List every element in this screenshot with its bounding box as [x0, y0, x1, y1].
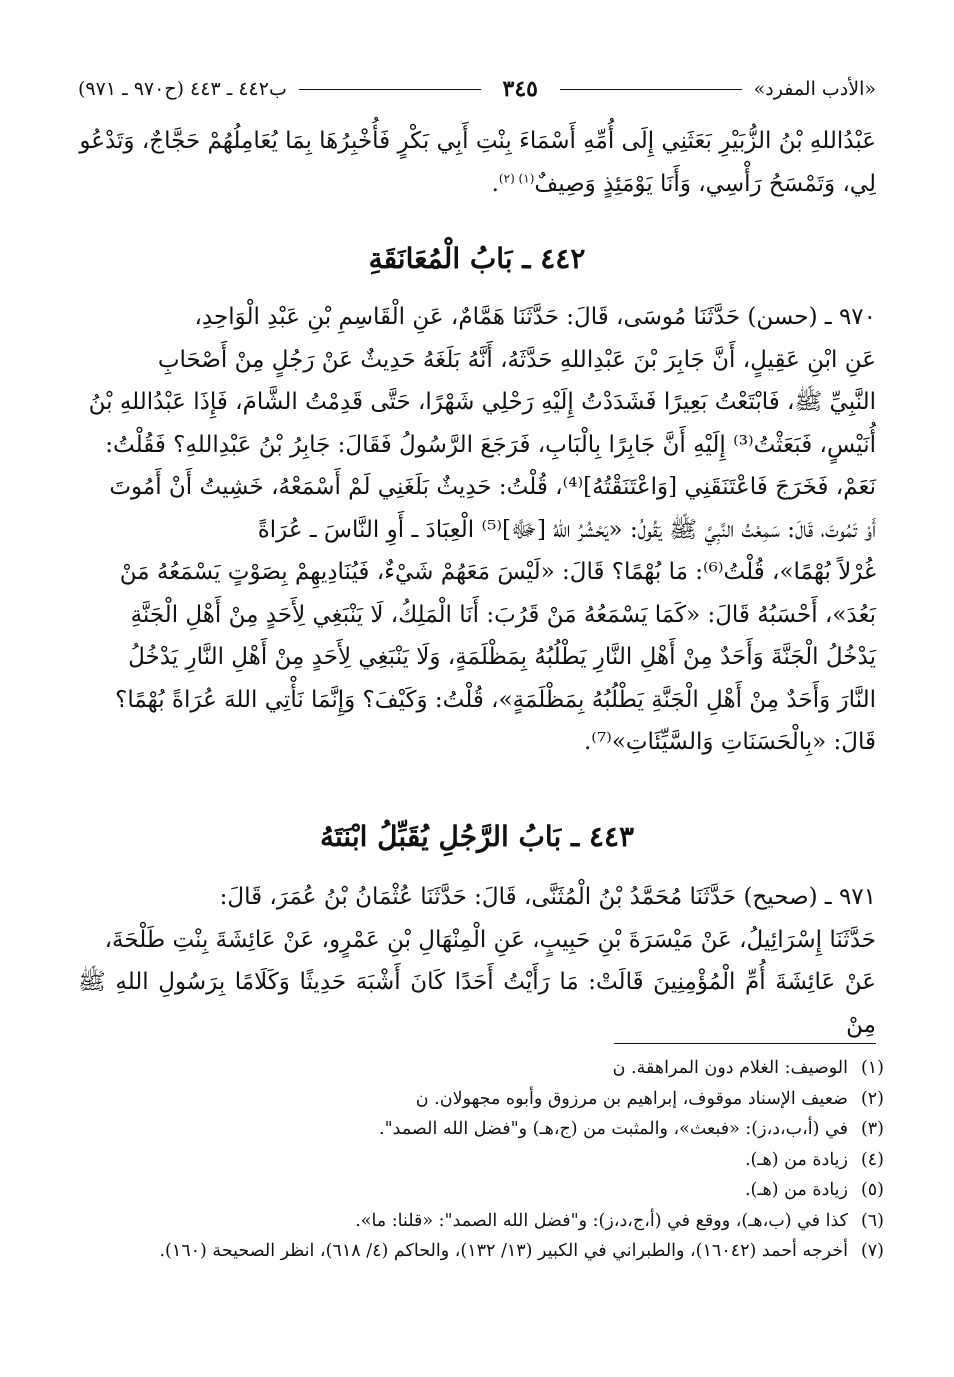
footnote-text: كذا في (ب،هـ)، ووقع في (أ،ج،د،ز): و"فضل الله الصمد": «قلنا: ما».: [355, 1210, 848, 1231]
text-line: بَعُدَ»، أَحْسَبُهُ قَالَ: «كَمَا يَسْمَعُهُ مَنْ قَرُبَ: أَنَا الْمَلِكُ، لَا يَنْبَغِي لِأَحَدٍ مِنْ أَهْلِ الْجَنَّةِ: [130, 601, 876, 628]
book-title: «الأدب المفرد»: [753, 78, 876, 100]
footnote: [78, 1236, 884, 1267]
text-line: ٩٧٠ ـ (حسن) حَدَّثَنَا مُوسَى، قَالَ: حَدَّثَنَا هَمَّامٌ، عَنِ الْقَاسِمِ بْنِ عَبْدِ الْوَاحِدِ،: [194, 304, 876, 330]
intro-text: [78, 120, 876, 205]
text-fragment: .: [491, 170, 499, 197]
footnote: [78, 1145, 884, 1176]
footnote-text: أخرجه أحمد (١٦٠٤٢)، والطبراني في الكبير (١٣/ ١٣٢)، والحاكم (٤/ ٦١٨)، انظر الصحيحة (١٦٠).: [159, 1241, 848, 1261]
footnote-number: (٥): [860, 1180, 884, 1200]
header-rule-left: [299, 88, 481, 90]
text-line: نَعَمْ، فَخَرَجَ فَاعْتَنَقَنِي [وَاعْتَنَقْتُهُ]⁽⁴⁾، قُلْتُ: حَدِيثٌ بَلَغَنِي لَمْ أَسْمَعْهُ، خَشِيتُ أَنْ أَمُوتَ: [109, 474, 876, 500]
text-line: أُنَيْسٍ، فَبَعَثْتُ⁽³⁾ إِلَيْهِ أَنَّ جَابِرًا بِالْبَابِ، فَرَجَعَ الرَّسُولُ فَقَالَ: جَابِرُ بْنُ عَبْدِاللهِ؟ فَقُلْتُ:: [105, 431, 876, 458]
header-rule-right: [560, 88, 742, 90]
footnote-text: زيادة من (هـ).: [744, 1180, 848, 1200]
text-line: النَّبِيِّ ﷺ، فَابْتَعْتُ بَعِيرًا فَشَدَدْتُ إِلَيْهِ رَحْلِي شَهْرًا، حَتَّى قَدِمْتُ الشَّامَ، فَإِذَا عَبْدُاللهِ بْنُ: [88, 389, 876, 415]
footnote: [78, 1114, 884, 1145]
chapter-heading-442: ٤٤٢ ـ بَابُ الْمُعَانَقَةِ: [368, 242, 586, 275]
footnote-number: (٤): [860, 1149, 884, 1170]
text-line: ٩٧١ ـ (صحيح) حَدَّثَنَا مُحَمَّدُ بْنُ الْمُثَنَّى، قَالَ: حَدَّثَنَا عُثْمَانُ بْنُ عُمَرَ، قَالَ:: [219, 884, 876, 910]
text-line: [78, 163, 876, 206]
text-line: يَدْخُلُ الْجَنَّةَ وَأَحَدٌ مِنْ أَهْلِ النَّارِ يَطْلُبُهُ بِمَظْلَمَةٍ، وَلَا يَنْبَغِي لِأَحَدٍ مِنْ أَهْلِ النَّارِ يَدْخُلُ: [128, 644, 876, 670]
footnote-number: (٧): [860, 1241, 884, 1261]
text-line: قَالَ: «بِالْحَسَنَاتِ وَالسَّيِّئَاتِ»⁽⁷⁾.: [583, 729, 876, 755]
footnote-text: زيادة من (هـ).: [744, 1149, 848, 1170]
footnote: [78, 1053, 884, 1084]
hadith-971: [78, 876, 876, 1046]
footnote-text: الوصيف: الغلام دون المراهقة. ن: [612, 1058, 848, 1078]
footnote-number: (٣): [860, 1119, 884, 1139]
text-line: عَبْدُاللهِ بْنُ الزُّبَيْرِ بَعَثَنِي إِلَى أُمِّهِ أَسْمَاءَ بِنْتِ أَبِي بَكْرٍ فَأُخْبِرُهَا بِمَا يُعَامِلُهُمْ حَجَّاجٌ، وَتَدْعُو: [79, 128, 876, 154]
hadith-970: [78, 296, 876, 764]
text-line: عَنْ عَائِشَةَ أُمِّ الْمُؤْمِنِينَ قَالَتْ: مَا رَأَيْتُ أَحَدًا كَانَ أَشْبَهَ حَدِيثًا وَكَلَامًا بِرَسُولِ اللهِ ﷺ مِنْ: [78, 969, 876, 1038]
footnote-number: (٢): [860, 1088, 884, 1109]
footnote-number: (١): [860, 1058, 884, 1078]
running-header: [78, 74, 876, 104]
footnote-text: ضعيف الإسناد موقوف، إبراهيم بن مرزوق وأبوه مجهولان. ن: [415, 1088, 848, 1109]
chapters-range: ب٤٤٢ ـ ٤٤٣ (ح٩٧٠ ـ ٩٧١): [78, 78, 287, 100]
footnote: [78, 1084, 884, 1115]
footnote: [78, 1175, 884, 1206]
page-number: ٣٤٥: [502, 76, 538, 102]
text-fragment: لِي، وَتَمْسَحُ رَأْسِي، وَأَنَا يَوْمَئِذٍ وَصِيفٌ: [534, 170, 876, 197]
text-line: غُرْلاً بُهْمًا»، قُلْتُ⁽⁶⁾: مَا بُهْمًا؟ قَالَ: «لَيْسَ مَعَهُمْ شَيْءٌ، فَيُنَادِيهِمْ بِصَوْتٍ يَسْمَعُهُ مَنْ: [119, 559, 876, 585]
footnote-number: (٦): [860, 1210, 884, 1231]
text-line: عَنِ ابْنِ عَقِيلٍ، أَنَّ جَابِرَ بْنَ عَبْدِاللهِ حَدَّثَهُ، أَنَّهُ بَلَغَهُ حَدِيثٌ عَنْ رَجُلٍ مِنْ أَصْحَابِ: [157, 346, 876, 373]
text-line: أَوْ تَمُوتَ، قَالَ: سَمِعْتُ النَّبِيَّ ﷺ يَقُولُ: «يَحْشُرُ اللهُ [ﷻ]⁽⁵⁾ الْعِبَادَ ـ أَوِ النَّاسَ ـ عُرَاةً: [257, 516, 876, 543]
chapter-heading-443: ٤٤٣ ـ بَابُ الرَّجُلِ يُقَبِّلُ ابْنَتَهُ: [319, 820, 635, 853]
footnotes: [78, 1053, 884, 1267]
text-line: النَّارَ وَأَحَدٌ مِنْ أَهْلِ الْجَنَّةِ يَطْلُبُهُ بِمَظْلَمَةٍ»، قُلْتُ: وَكَيْفَ؟ وَإِنَّمَا نَأْتِي اللهَ عُرَاةً بُهْمًا؟: [115, 686, 876, 713]
footnote: [78, 1206, 884, 1237]
footnote-text: في (أ،ب،د،ز): «فبعث»، والمثبت من (ج،هـ) و"فضل الله الصمد".: [379, 1119, 848, 1139]
text-line: حَدَّثَنَا إِسْرَائِيلُ، عَنْ مَيْسَرَةَ بْنِ حَبِيبٍ، عَنِ الْمِنْهَالِ بْنِ عَمْرٍو، عَنْ عَائِشَةَ بِنْتِ طَلْحَةَ،: [104, 926, 876, 953]
footnote-marks: (١) (٢): [498, 170, 535, 185]
footnote-separator: [614, 1043, 876, 1044]
